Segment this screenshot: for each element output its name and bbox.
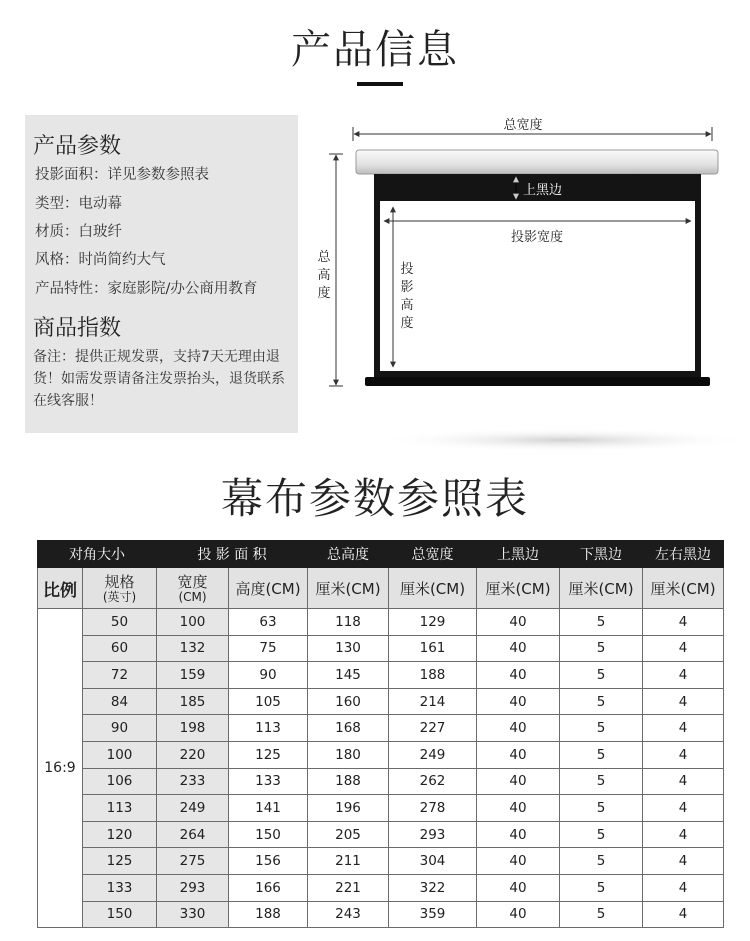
param-row: 材质：白玻纤	[35, 224, 122, 240]
table-cell: 133	[83, 874, 157, 901]
col-cm: 厘米(CM)	[477, 568, 560, 609]
table-row	[38, 635, 724, 662]
table-cell: 5	[560, 688, 643, 715]
table-cell: 5	[560, 768, 643, 795]
table-row	[38, 609, 724, 636]
col-size-main: 规格	[104, 572, 135, 591]
table-cell: 359	[389, 901, 477, 928]
table-cell: 4	[643, 795, 724, 822]
col-cm: 厘米(CM)	[389, 568, 477, 609]
param-row: 类型：电动幕	[35, 196, 122, 212]
table-cell: 5	[560, 821, 643, 848]
col-ratio: 比例	[38, 568, 83, 609]
table-cell: 63	[229, 609, 308, 636]
table-cell: 120	[83, 821, 157, 848]
table-cell: 5	[560, 715, 643, 742]
col-group-side-black: 左右黑边	[643, 541, 724, 568]
table-cell: 304	[389, 848, 477, 875]
table-cell: 166	[229, 874, 308, 901]
table-cell: 5	[560, 635, 643, 662]
table-cell: 275	[157, 848, 229, 875]
parameter-table	[37, 540, 724, 928]
table-cell: 40	[477, 715, 560, 742]
table-cell: 5	[560, 848, 643, 875]
table-row	[38, 741, 724, 768]
index-heading: 商品指数	[33, 316, 122, 341]
table-cell: 180	[308, 741, 389, 768]
table-cell: 75	[229, 635, 308, 662]
table-cell: 4	[643, 848, 724, 875]
group-header-row	[38, 541, 724, 568]
table-cell: 90	[83, 715, 157, 742]
table-cell: 84	[83, 688, 157, 715]
projection-area	[380, 201, 695, 371]
col-size-sub: (英寸)	[102, 589, 137, 604]
table-cell: 249	[389, 741, 477, 768]
table-cell: 4	[643, 715, 724, 742]
col-cm: 厘米(CM)	[308, 568, 389, 609]
table-row	[38, 688, 724, 715]
col-height: 高度(CM)	[229, 568, 308, 609]
table-cell: 105	[229, 688, 308, 715]
total-height-char: 度	[317, 286, 331, 301]
table-cell: 4	[643, 635, 724, 662]
total-height-char: 总	[317, 250, 331, 265]
table-row	[38, 848, 724, 875]
table-cell: 40	[477, 848, 560, 875]
table-cell: 40	[477, 795, 560, 822]
table-cell: 118	[308, 609, 389, 636]
table-cell: 4	[643, 662, 724, 689]
table-cell: 243	[308, 901, 389, 928]
screen-case	[356, 150, 718, 174]
table-cell: 211	[308, 848, 389, 875]
table-cell: 141	[229, 795, 308, 822]
table-cell: 4	[643, 688, 724, 715]
table-cell: 106	[83, 768, 157, 795]
table-cell: 90	[229, 662, 308, 689]
table-cell: 159	[157, 662, 229, 689]
total-width-label: 总宽度	[503, 118, 543, 133]
col-cm: 厘米(CM)	[560, 568, 643, 609]
table-cell: 150	[83, 901, 157, 928]
table-cell: 185	[157, 688, 229, 715]
params-heading: 产品参数	[33, 134, 122, 159]
table-cell: 40	[477, 821, 560, 848]
table-title: 幕布参数参照表	[220, 474, 529, 523]
screen-dimension-diagram	[310, 115, 750, 455]
param-row: 产品特性：家庭影院/办公商用教育	[35, 281, 258, 297]
col-width	[157, 568, 229, 609]
table-cell: 125	[229, 741, 308, 768]
table-cell: 40	[477, 768, 560, 795]
col-cm: 厘米(CM)	[643, 568, 724, 609]
table-cell: 4	[643, 768, 724, 795]
proj-height-char: 投	[400, 262, 414, 277]
table-cell: 40	[477, 662, 560, 689]
col-group-projection-area: 投 影 面 积	[157, 541, 308, 568]
proj-width-label: 投影宽度	[510, 230, 564, 245]
table-cell: 188	[229, 901, 308, 928]
table-row	[38, 874, 724, 901]
table-cell: 198	[157, 715, 229, 742]
table-cell: 132	[157, 635, 229, 662]
table-cell: 278	[389, 795, 477, 822]
table-cell: 130	[308, 635, 389, 662]
proj-height-char: 度	[400, 316, 414, 331]
table-cell: 133	[229, 768, 308, 795]
col-group-bottom-black: 下黑边	[560, 541, 643, 568]
table-cell: 262	[389, 768, 477, 795]
table-cell: 322	[389, 874, 477, 901]
table-row	[38, 768, 724, 795]
proj-height-char: 高	[400, 298, 414, 313]
table-cell: 40	[477, 688, 560, 715]
table-row	[38, 715, 724, 742]
product-info-panel	[25, 115, 298, 433]
bottom-bar	[365, 377, 710, 386]
table-cell: 4	[643, 874, 724, 901]
table-cell: 100	[157, 609, 229, 636]
table-cell: 161	[389, 635, 477, 662]
table-cell: 5	[560, 662, 643, 689]
total-height-char: 高	[317, 268, 331, 283]
table-cell: 249	[157, 795, 229, 822]
table-cell: 72	[83, 662, 157, 689]
table-cell: 150	[229, 821, 308, 848]
table-cell: 40	[477, 901, 560, 928]
col-group-diagonal: 对角大小	[38, 541, 157, 568]
floor-shadow	[375, 428, 750, 452]
table-cell: 220	[157, 741, 229, 768]
table-cell: 60	[83, 635, 157, 662]
table-cell: 221	[308, 874, 389, 901]
table-cell: 40	[477, 635, 560, 662]
table-cell: 205	[308, 821, 389, 848]
table-cell: 40	[477, 874, 560, 901]
table-cell: 233	[157, 768, 229, 795]
table-cell: 168	[308, 715, 389, 742]
table-cell: 4	[643, 609, 724, 636]
col-width-sub: (CM)	[178, 589, 207, 604]
table-cell: 5	[560, 874, 643, 901]
table-row	[38, 795, 724, 822]
table-cell: 4	[643, 741, 724, 768]
ratio-cell: 16:9	[38, 609, 83, 928]
param-row: 投影面积：详见参数参照表	[35, 167, 209, 183]
table-cell: 188	[308, 768, 389, 795]
page-title: 产品信息	[291, 27, 459, 73]
table-cell: 5	[560, 609, 643, 636]
table-cell: 227	[389, 715, 477, 742]
col-group-total-width: 总宽度	[389, 541, 477, 568]
table-cell: 5	[560, 795, 643, 822]
param-row: 风格：时尚简约大气	[35, 252, 166, 268]
table-cell: 125	[83, 848, 157, 875]
table-row	[38, 901, 724, 928]
col-group-top-black: 上黑边	[477, 541, 560, 568]
table-cell: 293	[389, 821, 477, 848]
table-row	[38, 662, 724, 689]
table-cell: 100	[83, 741, 157, 768]
table-cell: 113	[229, 715, 308, 742]
table-cell: 145	[308, 662, 389, 689]
table-cell: 4	[643, 821, 724, 848]
table-cell: 156	[229, 848, 308, 875]
table-body	[38, 609, 724, 928]
table-cell: 40	[477, 609, 560, 636]
proj-height-char: 影	[400, 280, 414, 295]
table-cell: 5	[560, 901, 643, 928]
table-cell: 214	[389, 688, 477, 715]
table-cell: 5	[560, 741, 643, 768]
col-width-main: 宽度	[177, 572, 208, 591]
top-black-label: 上黑边	[523, 183, 563, 198]
table-cell: 4	[643, 901, 724, 928]
table-cell: 293	[157, 874, 229, 901]
note-text: 备注：提供正规发票，支持7天无理由退货！如需发票请备注发票抬头，退货联系在线客服！	[33, 349, 285, 409]
table-cell: 160	[308, 688, 389, 715]
title-underline	[357, 82, 403, 86]
table-row	[38, 821, 724, 848]
table-cell: 196	[308, 795, 389, 822]
table-cell: 264	[157, 821, 229, 848]
table-cell: 129	[389, 609, 477, 636]
table-cell: 330	[157, 901, 229, 928]
sub-header-row	[38, 568, 724, 609]
table-cell: 50	[83, 609, 157, 636]
col-size	[83, 568, 157, 609]
table-cell: 40	[477, 741, 560, 768]
table-cell: 188	[389, 662, 477, 689]
col-group-total-height: 总高度	[308, 541, 389, 568]
table-cell: 113	[83, 795, 157, 822]
